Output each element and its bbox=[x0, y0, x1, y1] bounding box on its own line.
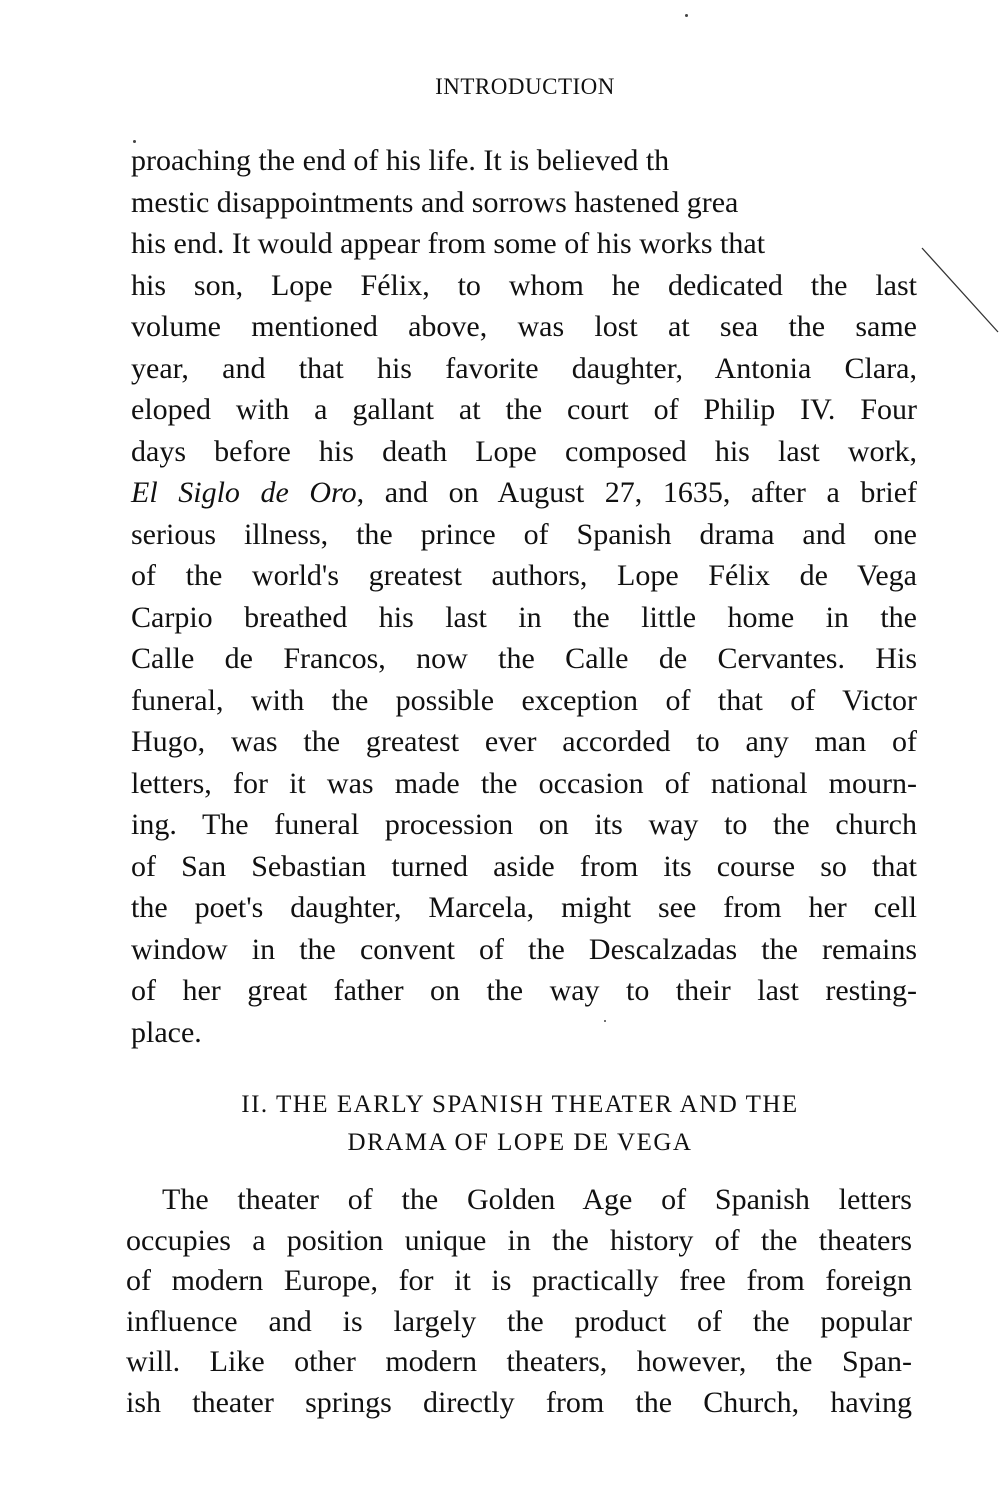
text-line: mestic disappointments and sorrows hastened grea bbox=[131, 185, 739, 219]
text-line: The theater of the Golden Age of Spanish letters bbox=[162, 1183, 912, 1216]
scan-speck bbox=[604, 1020, 606, 1022]
text-line-with-title bbox=[131, 472, 917, 514]
work-title: El Siglo de Oro bbox=[131, 476, 357, 509]
text-line: Calle de Francos, now the Calle de Cervantes. His bbox=[131, 642, 917, 675]
scan-speck bbox=[133, 140, 136, 143]
paragraph-section-ii bbox=[126, 1180, 912, 1423]
text-line: of her great father on the way to their last resting- bbox=[131, 974, 917, 1007]
text-line: will. Like other modern theaters, however, the Span- bbox=[126, 1345, 912, 1378]
paragraph-continued bbox=[131, 140, 917, 1053]
text-line: Hugo, was the greatest ever accorded to any man of bbox=[131, 725, 917, 758]
scan-mark bbox=[920, 246, 1000, 346]
text-fragment: , and on August 27, 1635, after a brief bbox=[356, 476, 918, 509]
text-line: proaching the end of his life. It is believed th bbox=[131, 144, 670, 177]
text-line: of the world's greatest authors, Lope Félix de Vega bbox=[131, 559, 917, 592]
text-line: letters, for it was made the occasion of national mourn- bbox=[131, 766, 917, 800]
text-line: occupies a position unique in the history of the theaters bbox=[126, 1223, 912, 1257]
text-line: days before his death Lope composed his last work, bbox=[131, 434, 917, 468]
text-line: window in the convent of the Descalzadas the remains bbox=[131, 932, 917, 966]
section-heading-line: II. THE EARLY SPANISH THEATER AND THE bbox=[241, 1091, 799, 1118]
scan-speck bbox=[685, 14, 688, 17]
text-line: year, and that his favorite daughter, Antonia Clara, bbox=[131, 351, 917, 385]
text-line: the poet's daughter, Marcela, might see from her cell bbox=[131, 891, 917, 924]
text-line: place. bbox=[131, 1015, 202, 1049]
text-line: ish theater springs directly from the Church, having bbox=[126, 1385, 912, 1419]
text-line: of modern Europe, for it is practically free from foreign bbox=[126, 1264, 912, 1297]
running-head: INTRODUCTION bbox=[435, 74, 615, 99]
text-line: eloped with a gallant at the court of Philip IV. Four bbox=[131, 393, 917, 426]
section-heading-line: DRAMA OF LOPE DE VEGA bbox=[347, 1129, 693, 1156]
text-line: of San Sebastian turned aside from its course so that bbox=[131, 849, 917, 883]
text-line: volume mentioned above, was lost at sea the same bbox=[131, 310, 917, 343]
text-line: his end. It would appear from some of his works that bbox=[131, 227, 766, 260]
text-line: funeral, with the possible exception of that of Victor bbox=[131, 683, 917, 717]
text-line: Carpio breathed his last in the little home in the bbox=[131, 600, 917, 634]
text-line: influence and is largely the product of the popular bbox=[126, 1304, 912, 1338]
section-heading bbox=[140, 1086, 900, 1162]
text-line: ing. The funeral procession on its way to the church bbox=[131, 808, 917, 841]
text-line: his son, Lope Félix, to whom he dedicated the last bbox=[131, 268, 917, 302]
scan-stroke-line bbox=[922, 248, 998, 332]
text-line: serious illness, the prince of Spanish drama and one bbox=[131, 517, 917, 551]
